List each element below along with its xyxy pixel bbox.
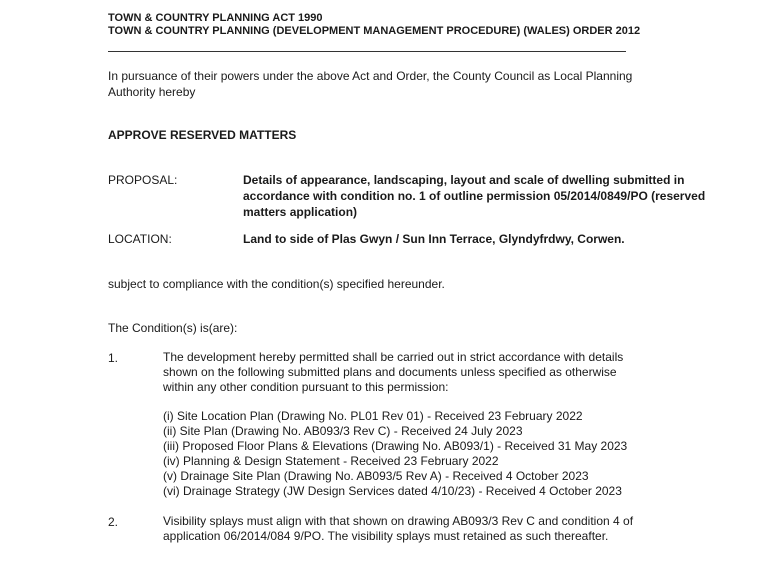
condition-line: within any other condition pursuant to this permission: — [163, 380, 449, 394]
act-heading: TOWN & COUNTRY PLANNING ACT 1990 — [108, 12, 323, 24]
intro-line: In pursuance of their powers under the above Act and Order, the County Council as Local Planning — [108, 69, 633, 83]
list-item: (i) Site Location Plan (Drawing No. PL01 Rev 01) - Received 23 February 2022 — [163, 409, 583, 423]
intro-line: Authority hereby — [108, 85, 196, 99]
list-item: (ii) Site Plan (Drawing No. AB093/3 Rev C) - Received 24 July 2023 — [163, 424, 523, 438]
proposal-line: matters application) — [243, 205, 358, 219]
proposal-label: PROPOSAL: — [108, 173, 178, 187]
condition-line: The development hereby permitted shall be carried out in strict accordance with details — [163, 350, 624, 364]
location-value: Land to side of Plas Gwyn / Sun Inn Terrace, Glyndyfrdwy, Corwen. — [243, 232, 625, 246]
list-item: (v) Drainage Site Plan (Drawing No. AB093/5 Rev A) - Received 4 October 2023 — [163, 469, 589, 483]
condition-line: application 06/2014/084 9/PO. The visibility splays must retained as such thereafter. — [163, 529, 609, 543]
list-item: (iii) Proposed Floor Plans & Elevations (Drawing No. AB093/1) - Received 31 May 2023 — [163, 439, 628, 453]
decision-heading: APPROVE RESERVED MATTERS — [108, 128, 297, 142]
proposal-line: accordance with condition no. 1 of outline permission 05/2014/0849/PO (reserved — [243, 189, 706, 203]
proposal-detail — [243, 172, 768, 220]
header-divider — [108, 51, 626, 52]
condition-text — [163, 514, 633, 544]
condition-number: 2. — [108, 515, 119, 529]
list-item: (iv) Planning & Design Statement - Received 23 February 2022 — [163, 454, 499, 468]
list-item: (vi) Drainage Strategy (JW Design Services dated 4/10/23) - Received 4 October 2023 — [163, 484, 622, 498]
location-label: LOCATION: — [108, 232, 172, 246]
plans-list — [163, 409, 627, 499]
condition-number: 1. — [108, 351, 119, 365]
proposal-line: Details of appearance, landscaping, layout and scale of dwelling submitted in — [243, 173, 685, 187]
intro-paragraph — [108, 68, 632, 100]
condition-line: Visibility splays must align with that shown on drawing AB093/3 Rev C and condition 4 of — [163, 514, 634, 528]
order-heading: TOWN & COUNTRY PLANNING (DEVELOPMENT MANAGEMENT PROCEDURE) (WALES) ORDER 2012 — [108, 25, 641, 37]
conditions-heading: The Condition(s) is(are): — [108, 321, 238, 335]
subject-line: subject to compliance with the condition(s) specified hereunder. — [108, 277, 445, 291]
condition-text — [163, 350, 623, 395]
condition-line: shown on the following submitted plans and documents unless specified as otherwise — [163, 365, 617, 379]
